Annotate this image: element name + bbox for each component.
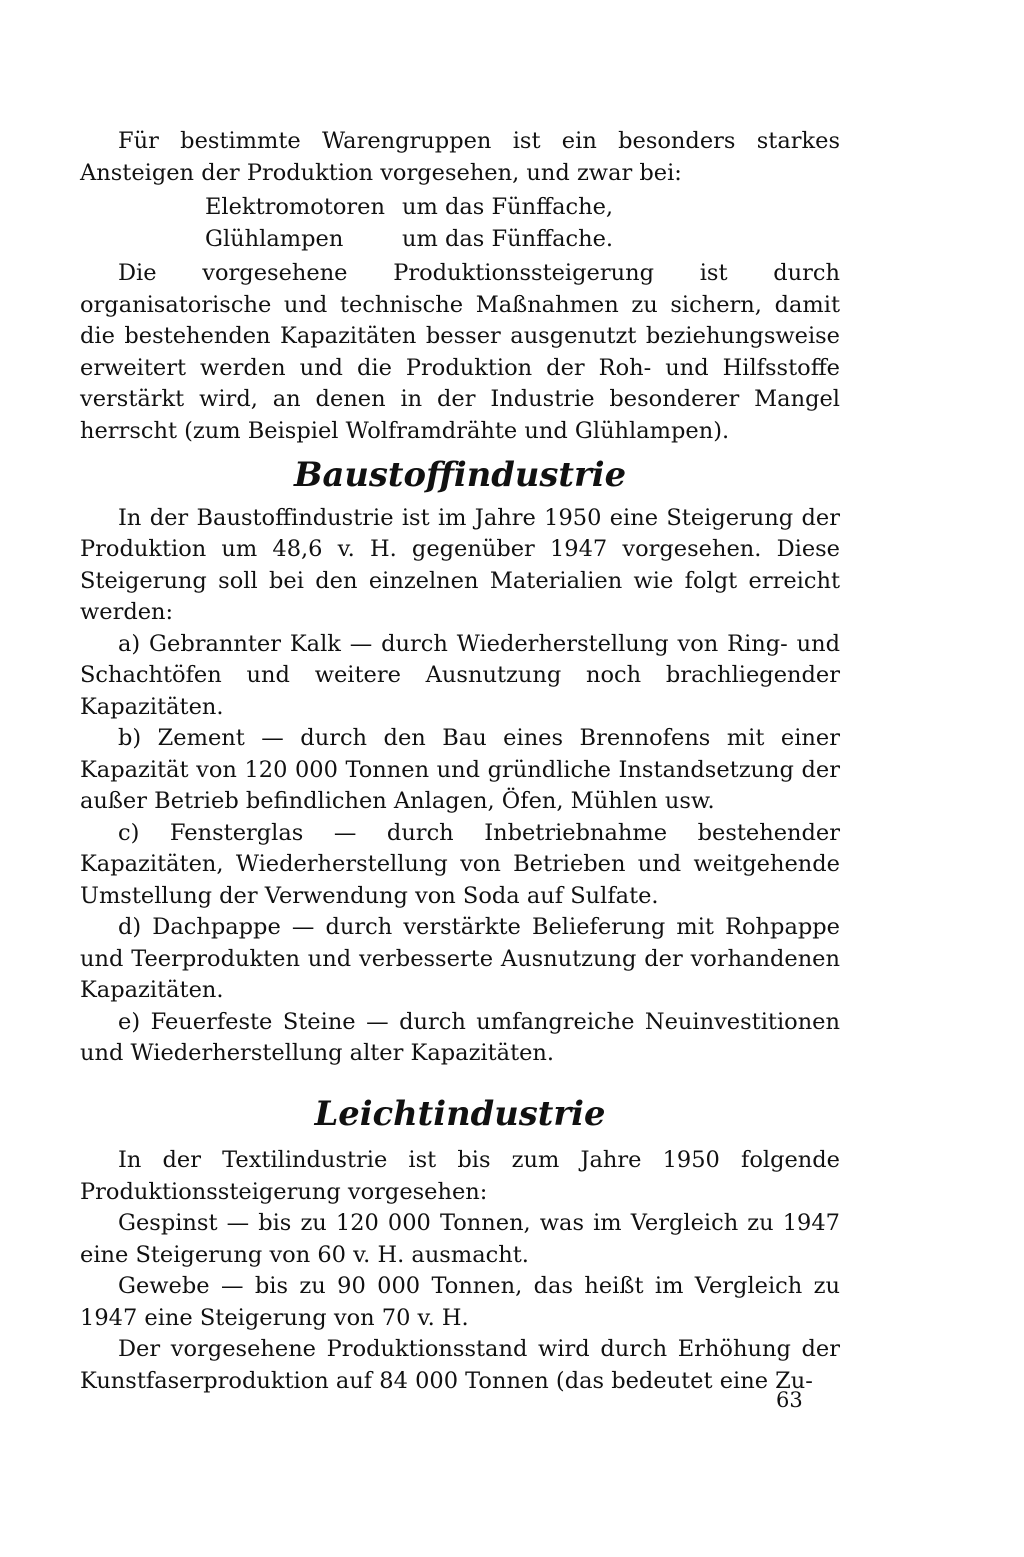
paragraph-gespinst: Gespinst — bis zu 120 000 Tonnen, was im Vergleich zu 1947 eine Steigerung von 60 v. H. ausmacht. [80,1210,840,1268]
paragraph-dachpappe: d) Dachpappe — durch verstärkte Belieferung mit Rohpappe und Teerprodukten und verbesserte Ausnutzung der vorhandenen Kapazitäten. [80,914,840,1003]
paragraph-produktionssteigerung: Die vorgesehene Produktionssteigerung ist durch organisatorische und technische Maßnahmen zu sichern, damit die bestehenden Kapazitäten besser ausgenutzt beziehungsweise erweitert werden und die Produktion der Roh- und Hilfsstoffe verstärkt wird, an denen in der Industrie besonderer Mangel herrscht (zum Beispiel Wolframdrähte und Glühlampen). [80,260,840,444]
paragraph-steine: e) Feuerfeste Steine — durch umfangreiche Neuinvestitionen und Wiederherstellung alter Kapazitäten. [80,1008,840,1066]
goods-row [205,192,840,224]
paragraph-baustoff-intro: In der Baustoffindustrie ist im Jahre 1950 eine Steigerung der Produktion um 48,6 v. H. gegenüber 1947 vorgesehen. Diese Steigerung soll bei den einzelnen Materialien wie folgt erreicht werden: [80,504,840,625]
paragraph-warengruppen: Für bestimmte Warengruppen ist ein besonders starkes Ansteigen der Produktion vorgesehen, und zwar bei: [80,128,840,186]
paragraph-kunstfaser: Der vorgesehene Produktionsstand wird durch Erhöhung der Kunstfaserproduktion auf 84 000 Tonnen (das bedeutet eine Zu- [80,1336,840,1394]
paragraph-fensterglas: c) Fensterglas — durch Inbetriebnahme bestehender Kapazitäten, Wiederherstellung von Betrieben und weitgehende Umstellung der Verwendung von Soda auf Sulfate. [80,819,840,909]
goods-increase: um das Fünffache, [402,194,614,220]
goods-row [205,224,840,256]
goods-item: Glühlampen [205,225,344,252]
page-number: 63 [776,1388,803,1412]
paragraph-gewebe: Gewebe — bis zu 90 000 Tonnen, das heißt im Vergleich zu 1947 eine Steigerung von 70 v. H. [80,1273,840,1331]
heading-leichtindustrie: Leichtindustrie [314,1092,606,1133]
goods-increase: um das Fünffache. [402,225,614,252]
heading-baustoffindustrie: Baustoffindustrie [293,454,627,494]
goods-item: Elektromotoren [205,194,385,220]
paragraph-zement: b) Zement — durch den Bau eines Brennofens mit einer Kapazität von 120 000 Tonnen und gründliche Instandsetzung der außer Betrieb befindlichen Anlagen, Öfen, Mühlen usw. [80,725,840,814]
paragraph-textil-intro: In der Textilindustrie ist bis zum Jahre 1950 folgende Produktionssteigerung vorgesehen: [80,1147,840,1205]
paragraph-kalk: a) Gebrannter Kalk — durch Wiederherstellung von Ring- und Schachtöfen und weitere Ausnutzung noch brachliegender Kapazitäten. [80,630,840,720]
goods-table [205,192,840,255]
page-body [80,126,840,1397]
